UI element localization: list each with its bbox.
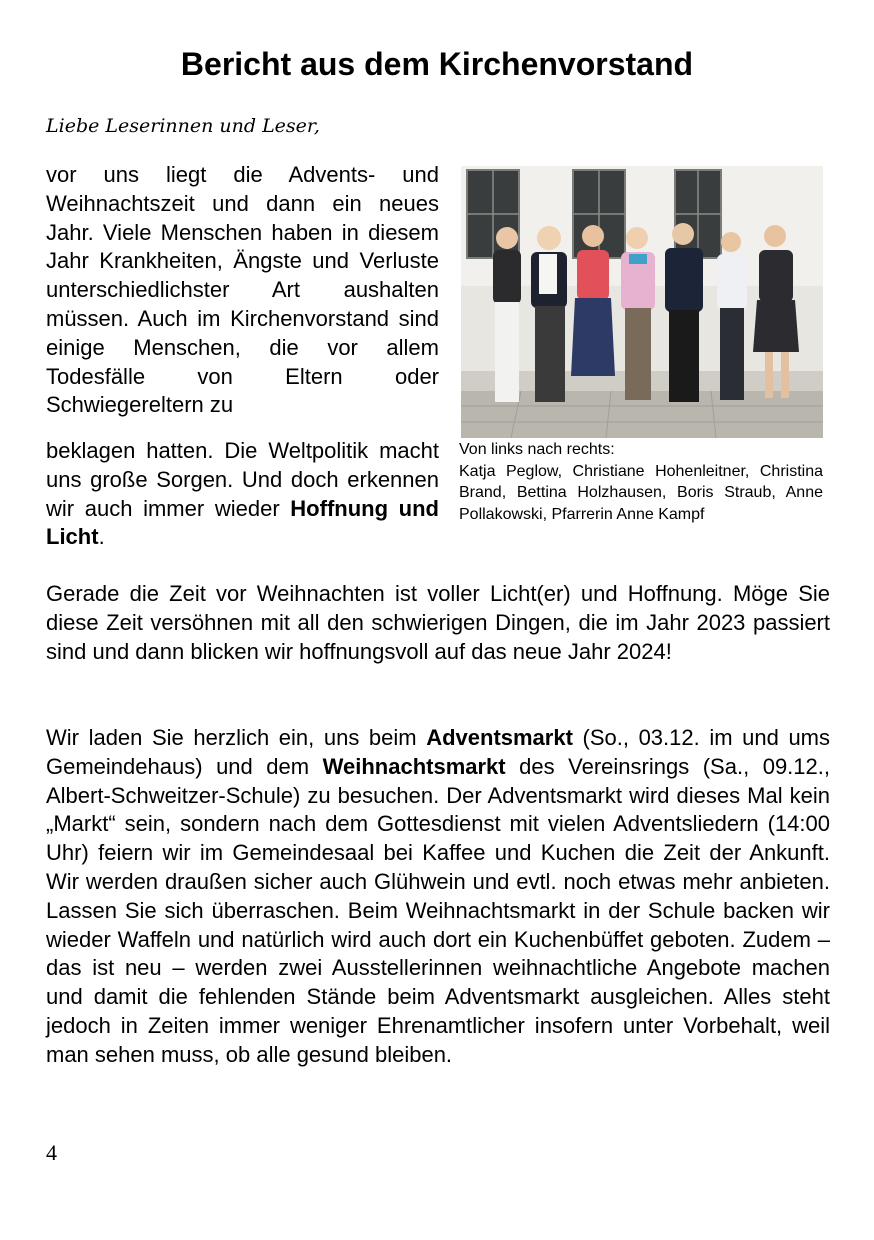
- photo-caption-names: Katja Peglow, Christiane Hohenleitner, Christina Brand, Bettina Holzhausen, Boris Straub, Anne Pollakowski, Pfarrerin Anne Kampf: [459, 462, 823, 523]
- group-photo: [461, 166, 823, 438]
- intro-end: .: [98, 524, 105, 550]
- intro-paragraph-part1: vor uns liegt die Advents- und Weihnachtszeit und dann ein neues Jahr. Viele Menschen haben in diesem Jahr Krankheiten, Ängste und Verluste unterschiedlichster Art aushalten müssen. Auch im Kirchenvorstand sind einige Menschen, die vor allem Todesfälle von Eltern oder Schwiegereltern zu: [46, 162, 439, 418]
- greeting: Liebe Leserinnen und Leser,: [46, 115, 320, 137]
- advent-market-label: Adventsmarkt: [426, 725, 573, 750]
- intro-paragraph-part2: [46, 437, 439, 552]
- christmas-market-label: Weihnachtsmarkt: [322, 753, 506, 779]
- intro-emphasis: Hoffnung und Licht: [46, 495, 439, 550]
- page-title: Bericht aus dem Kirchenvorstand: [180, 46, 694, 82]
- markets-text-1: Wir laden Sie herzlich ein, uns beim: [46, 725, 427, 750]
- photo-caption: [459, 439, 823, 525]
- intro-text: beklagen hatten. Die Weltpolitik macht uns große Sorgen. Und doch erkennen wir auch immer wieder: [46, 438, 439, 521]
- paragraph-christmas: Gerade die Zeit vor Weihnachten ist voller Licht(er) und Hoffnung. Möge Sie diese Zeit versöhnen mit all den schwierigen Dingen, die im Jahr 2023 passiert sind und dann blicken wir hoffnungsvoll auf das neue Jahr 2024!: [46, 581, 830, 664]
- photo-caption-heading: Von links nach rechts:: [459, 441, 615, 458]
- markets-text-2: (So., 03.12. im und ums Gemeindehaus) und dem: [46, 725, 830, 779]
- markets-text-3: des Vereinsrings (Sa., 09.12., Albert-Schweitzer-Schule) zu besuchen. Der Adventsmarkt wird dieses Mal kein „Markt“ sein, sondern nach dem Gottesdienst mit vielen Adventsliedern (14:00 Uhr) feiern wir im Gemeindesaal bei Kaffee und Kuchen die Zeit der Ankunft. Wir werden draußen sicher auch Glühwein und evtl. noch etwas mehr anbieten. Lassen Sie sich überraschen. Beim Weihnachtsmarkt in der Schule backen wir wieder Waffeln und natürlich wird auch dort ein Kuchenbüffet geboten. Zudem – das ist neu – werden zwei Ausstellerinnen weihnachtliche Angebote machen und damit die fehlenden Stände beim Adventsmarkt ausgleichen. Alles steht jedoch in Zeiten immer weniger Ehrenamtlicher insofern unter Vorbehalt, weil man sehen muss, ob alle gesund bleiben.: [46, 753, 830, 1067]
- paragraph-markets: [46, 724, 830, 1070]
- page-number: 4: [46, 1140, 57, 1165]
